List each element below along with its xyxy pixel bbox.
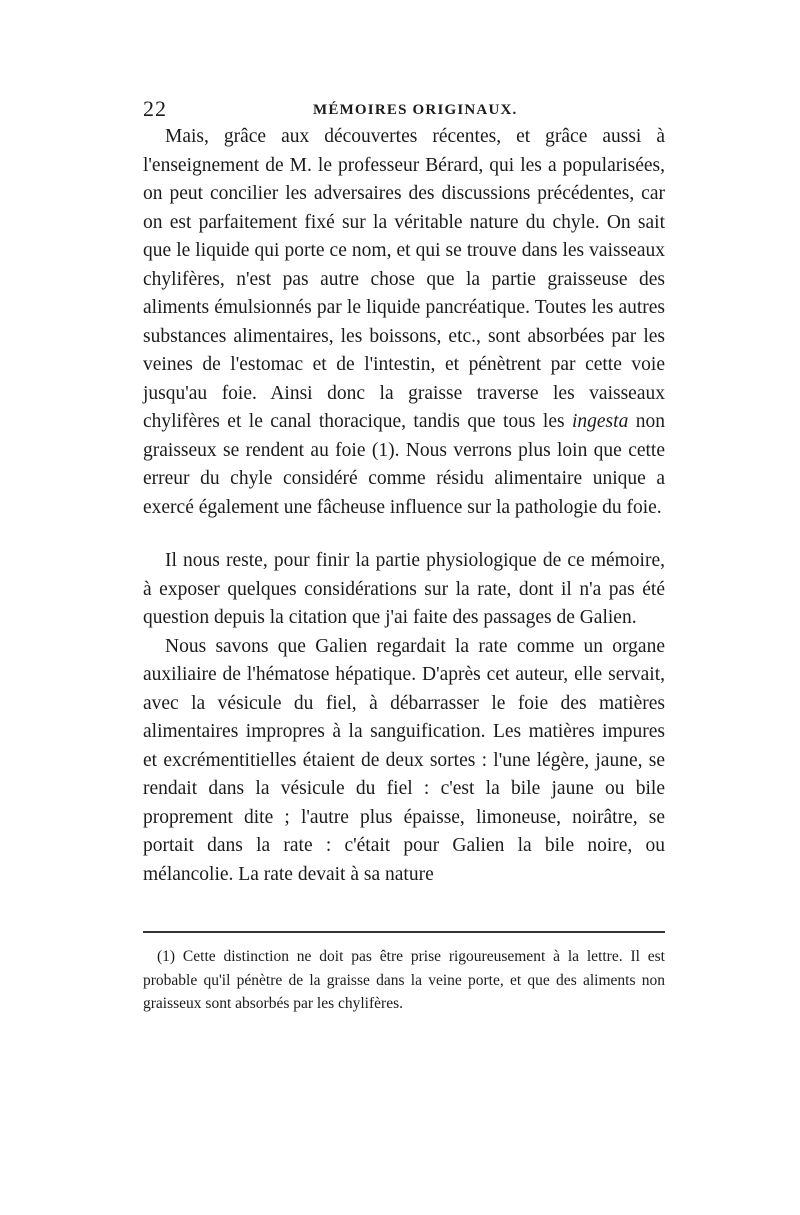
italic-term-ingesta: ingesta xyxy=(571,411,629,432)
paragraph-chyle-text-a: Mais, grâce aux découvertes récentes, et grâce aussi à l'enseignement de M. le professeur Bérard, qui les a popularisées, on peut concilier les adversaires des discussions précédentes, car on est parfaitement fixé sur la véritable nature du chyle. On sait que le liquide qui porte ce nom, et qui se trouve dans les vaisseaux chylifères, n'est pas autre chose que la partie graisseuse des aliments émulsionnés par le liquide pancréatique. Toutes les autres substances alimentaires, les boissons, etc., sont absorbées par les veines de l'estomac et de l'intestin, et pénètrent par cette voie jusqu'au foie. Ainsi donc la graisse traverse les vaisseaux chylifères et le canal thoracique, tandis que tous les xyxy=(143,126,665,432)
paragraph-galien: Nous savons que Galien regardait la rate comme un organe auxiliaire de l'hématose hépatique. D'après cet auteur, elle servait, avec la vésicule du fiel, à débarrasser le foie des matières alimentaires impropres à la sanguification. Les matières impures et excrémentitielles étaient de deux sortes : l'une légère, jaune, se rendait dans la vésicule du fiel : c'est la bile jaune ou bile proprement dite ; l'autre plus épaisse, limoneuse, noirâtre, se portait dans la rate : c'était pour Galien la bile noire, ou mélancolie. La rate devait à sa nature xyxy=(143,635,665,885)
footnote xyxy=(143,945,665,1016)
page-number: 22 xyxy=(143,96,167,121)
paragraph-chyle xyxy=(143,123,665,522)
footnote-text: (1) Cette distinction ne doit pas être prise rigoureusement à la lettre. Il est probable qu'il pénètre de la graisse dans la veine porte, et que des aliments non graisseux sont absorbés par les chylifères. xyxy=(143,948,665,1012)
footnote-rule xyxy=(143,931,665,933)
paragraph-chyle-text-b: non graisseux se rendent au foie (1). Nous verrons plus loin que cette erreur du chyle considéré comme résidu alimentaire unique a exercé également une fâcheuse influence sur la pathologie du foie. xyxy=(143,411,665,518)
body-text xyxy=(143,123,665,889)
paragraph-rate-intro: Il nous reste, pour finir la partie physiologique de ce mémoire, à exposer quelques considérations sur la rate, dont il n'a pas été question depuis la citation que j'ai faite des passages de Galien. xyxy=(143,550,665,628)
running-head: MÉMOIRES ORIGINAUX. xyxy=(313,102,518,118)
page-header xyxy=(143,96,665,126)
